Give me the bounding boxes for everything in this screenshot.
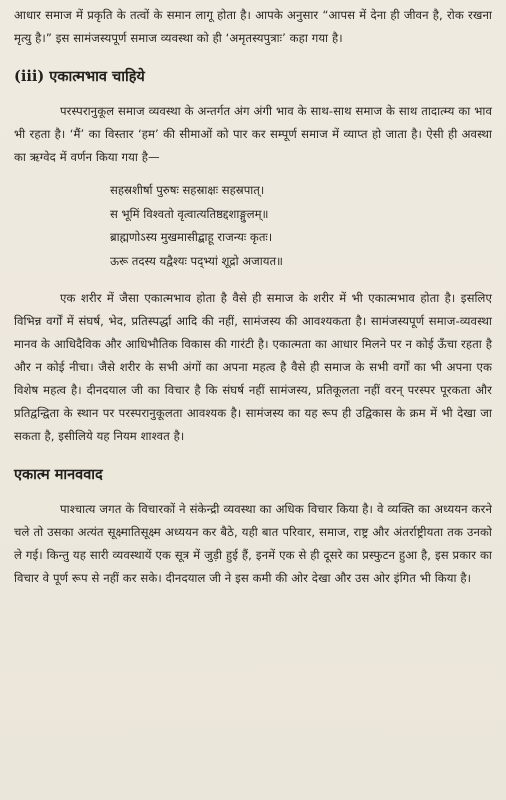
- verse-line-4: ऊरू तदस्य यद्वैश्यः पद्भ्यां शूद्रो अजायत॥: [110, 253, 283, 268]
- intro-paragraph: आधार समाज में प्रकृति के तत्वों के समान लागू होता है। आपके अनुसार “आपस में देना ही जीवन है, रोक रखना मृत्यु है।” इस सामंजस्यपूर्ण समाज व्यवस्था को ही ‘अमृतस्यपुत्राः’ कहा गया है।: [14, 8, 492, 45]
- spacer: [14, 273, 492, 287]
- verse-line-2: स भूमिं विश्वतो वृत्वात्यतिष्ठद्दशाङ्गुलम्॥: [110, 206, 269, 221]
- section4-paragraph-1: पाश्चात्य जगत के विचारकों ने संकेन्द्री व्यवस्था का अधिक विचार किया है। वे व्यक्ति का अध्ययन करने चले तो उसका अत्यंत सूक्ष्मातिसूक्ष्म अध्ययन कर बैठे, यही बात परिवार, समाज, राष्ट्र और अंतर्राष्ट्रीयता तक उनको ले गई। किन्तु यह सारी व्यवस्थायें एक सूत्र में जुड़ी हुई हैं, इनमें एक से ही दूसरे का प्रस्फुटन हुआ है, इस प्रकार का विचार वे पूर्ण रूप से नहीं कर सके। दीनदयाल जी ने इस कमी की ओर देखा और उस ओर इंगित भी किया है।: [14, 502, 492, 585]
- verse-line-1: सहस्रशीर्षा पुरुषः सहस्राक्षः सहस्रपात्।: [110, 183, 265, 197]
- spacer: [14, 448, 492, 462]
- spacer: [14, 90, 492, 100]
- section-heading-ekatma-manavvad: एकात्म मानववाद: [14, 466, 103, 483]
- spacer: [14, 50, 492, 64]
- section-heading-ekatmabhav: (iii) एकात्मभाव चाहिये: [14, 68, 145, 85]
- section3-paragraph-2: एक शरीर में जैसा एकात्मभाव होता है वैसे ही समाज के शरीर में भी एकात्मभाव होता है। इसलिए विभिन्न वर्गों में संघर्ष, भेद, प्रतिस्पर्द्धा आदि की नहीं, सामंजस्य की आवश्यकता है। सामंजस्यपूर्ण समाज-व्यवस्था मानव के आधिदैविक और आधिभौतिक विकास की गारंटी है। एकात्मता का आधार मिलने पर न कोई ऊँचा रहता है और न कोई नीचा। जैसे शरीर के सभी अंगों का अपना महत्व है वैसे ही समाज के सभी वर्गों का भी अपना एक विशेष महत्व है। दीनदयाल जी का विचार है कि संघर्ष नहीं सामंजस्य, प्रतिकूलता नहीं वरन् परस्पर पूरकता और प्रतिद्वन्द्विता के स्थान पर परस्परानुकूलता आवश्यक है। सामंजस्य का यह रूप ही उद्विकास के क्रम में भी देखा जा सकता है, इसीलिये यह नियम शाश्वत है।: [14, 291, 492, 443]
- rigveda-verse: [110, 179, 492, 273]
- spacer: [14, 488, 492, 498]
- section3-paragraph-1: परस्परानुकूल समाज व्यवस्था के अन्तर्गत अंग अंगी भाव के साथ-साथ समाज के साथ तादात्म्य का भाव भी रहता है। ‘मैं’ का विस्तार ‘हम’ की सीमाओं को पार कर सम्पूर्ण समाज में व्याप्त हो जाता है। ऐसी ही अवस्था का ऋग्वेद में वर्णन किया गया है—: [14, 104, 492, 164]
- verse-line-3: ब्राह्मणोऽस्य मुखमासीद्बाहू राजन्यः कृतः।: [110, 230, 273, 244]
- spacer: [14, 169, 492, 179]
